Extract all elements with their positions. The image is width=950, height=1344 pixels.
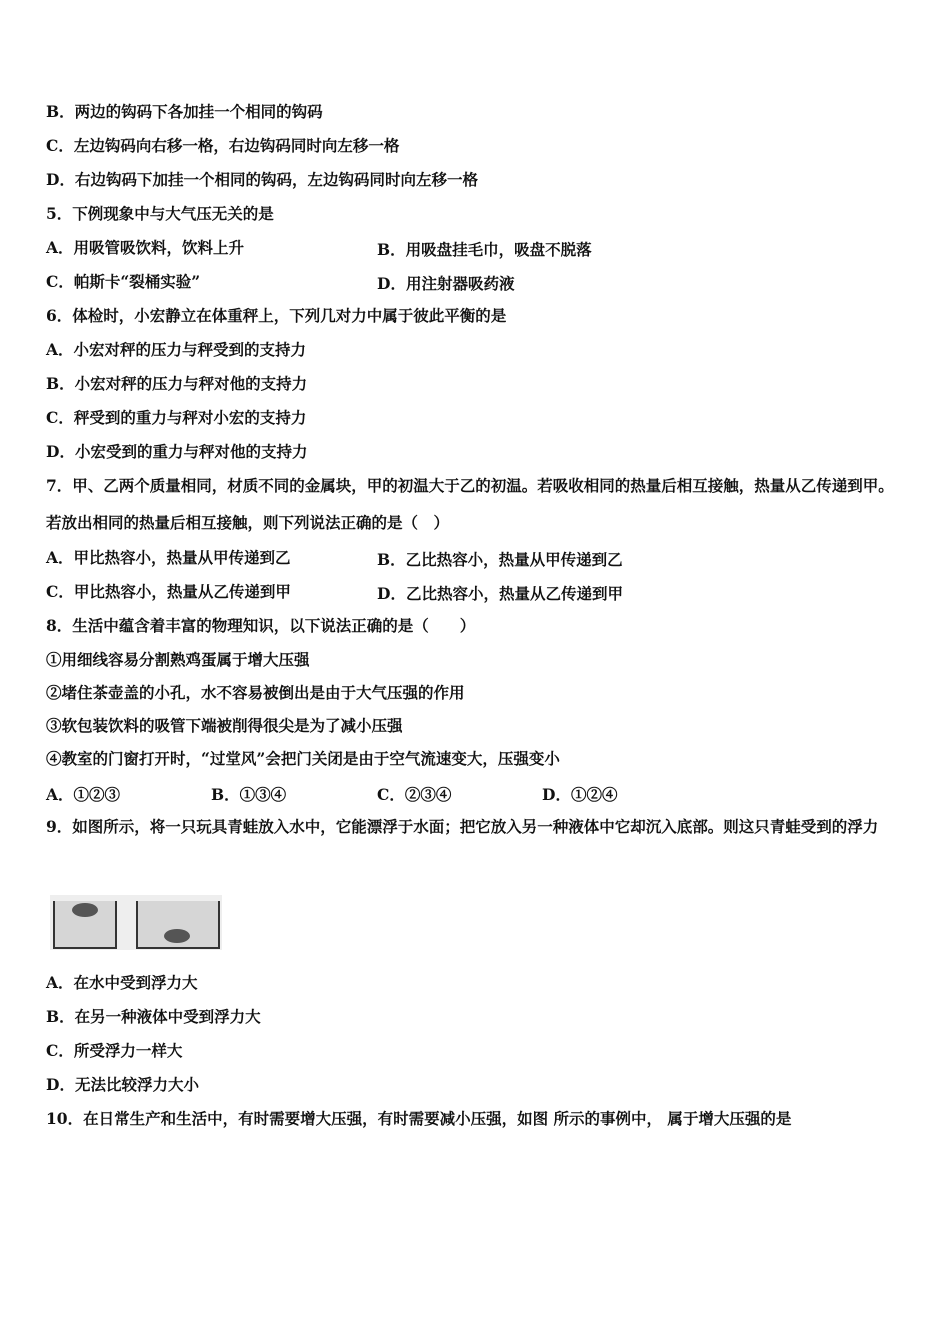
q6-option-c: C．秤受到的重力与秤对小宏的支持力 [46,408,307,427]
q8-option-b: B．①③④ [211,785,287,804]
q6-option-b: B．小宏对秤的压力与秤对他的支持力 [46,374,308,393]
q8-statement-1: ①用细线容易分割熟鸡蛋属于增大压强 [46,650,310,669]
q8-option-a: A．①②③ [46,785,121,804]
beaker-other-liquid [136,901,220,949]
q8-statement-3: ③软包装饮料的吸管下端被削得很尖是为了减小压强 [46,716,403,735]
floating-frog [72,903,98,917]
q8-option-d: D．①②④ [542,785,618,804]
q6-option-a: A．小宏对秤的压力与秤受到的支持力 [46,340,307,359]
q7-stem: 7．甲、乙两个质量相同，材质不同的金属块，甲的初温大于乙的初温。若吸收相同的热量后相互接触，热量从乙传递到甲。若放出相同的热量后相互接触，则下列说法正确的是（ ） [46,476,894,532]
q8-statement-2: ②堵住茶壶盖的小孔，水不容易被倒出是由于大气压强的作用 [46,683,465,702]
q9-option-b: B．在另一种液体中受到浮力大 [46,1007,261,1026]
q8-stem: 8．生活中蕴含着丰富的物理知识，以下说法正确的是（ ） [46,616,476,635]
q5-option-b: B．用吸盘挂毛巾，吸盘不脱落 [377,240,592,259]
q5-option-c: C．帕斯卡“裂桶实验” [46,272,201,291]
q5-option-d: D．用注射器吸药液 [377,274,515,293]
q9-option-a: A．在水中受到浮力大 [46,973,198,992]
q5-option-a: A．用吸管吸饮料，饮料上升 [46,238,245,257]
q7-option-b: B．乙比热容小，热量从甲传递到乙 [377,550,623,569]
q7-option-d: D．乙比热容小，热量从乙传递到甲 [377,584,623,603]
q4-option-d: D．右边钩码下加挂一个相同的钩码，左边钩码同时向左移一格 [46,170,478,189]
q7-option-c: C．甲比热容小，热量从乙传递到甲 [46,582,291,601]
q8-option-c: C．②③④ [377,785,452,804]
q9-option-d: D．无法比较浮力大小 [46,1075,199,1094]
q9-stem: 9．如图所示，将一只玩具青蛙放入水中，它能漂浮于水面；把它放入另一种液体中它却沉入底部。则这只青蛙受到的浮力 [46,817,879,836]
q9-option-c: C．所受浮力一样大 [46,1041,183,1060]
q4-option-b: B．两边的钩码下各加挂一个相同的钩码 [46,102,323,121]
q10-stem: 10．在日常生产和生活中，有时需要增大压强，有时需要减小压强，如图 所示的事例中， 属于增大压强的是 [46,1109,792,1128]
beaker-water [53,901,117,949]
q5-row-ab [46,238,244,258]
frog-beakers-figure [50,895,222,950]
q6-stem: 6．体检时，小宏静立在体重秤上，下列几对力中属于彼此平衡的是 [46,306,507,325]
sunken-frog [164,929,190,943]
q6-option-d: D．小宏受到的重力与秤对他的支持力 [46,442,308,461]
q8-statement-4: ④教室的门窗打开时，“过堂风”会把门关闭是由于空气流速变大，压强变小 [46,749,560,768]
q7-option-a: A．甲比热容小，热量从甲传递到乙 [46,548,291,567]
q4-option-c: C．左边钩码向右移一格，右边钩码同时向左移一格 [46,136,400,155]
q5-stem: 5．下例现象中与大气压无关的是 [46,204,274,223]
